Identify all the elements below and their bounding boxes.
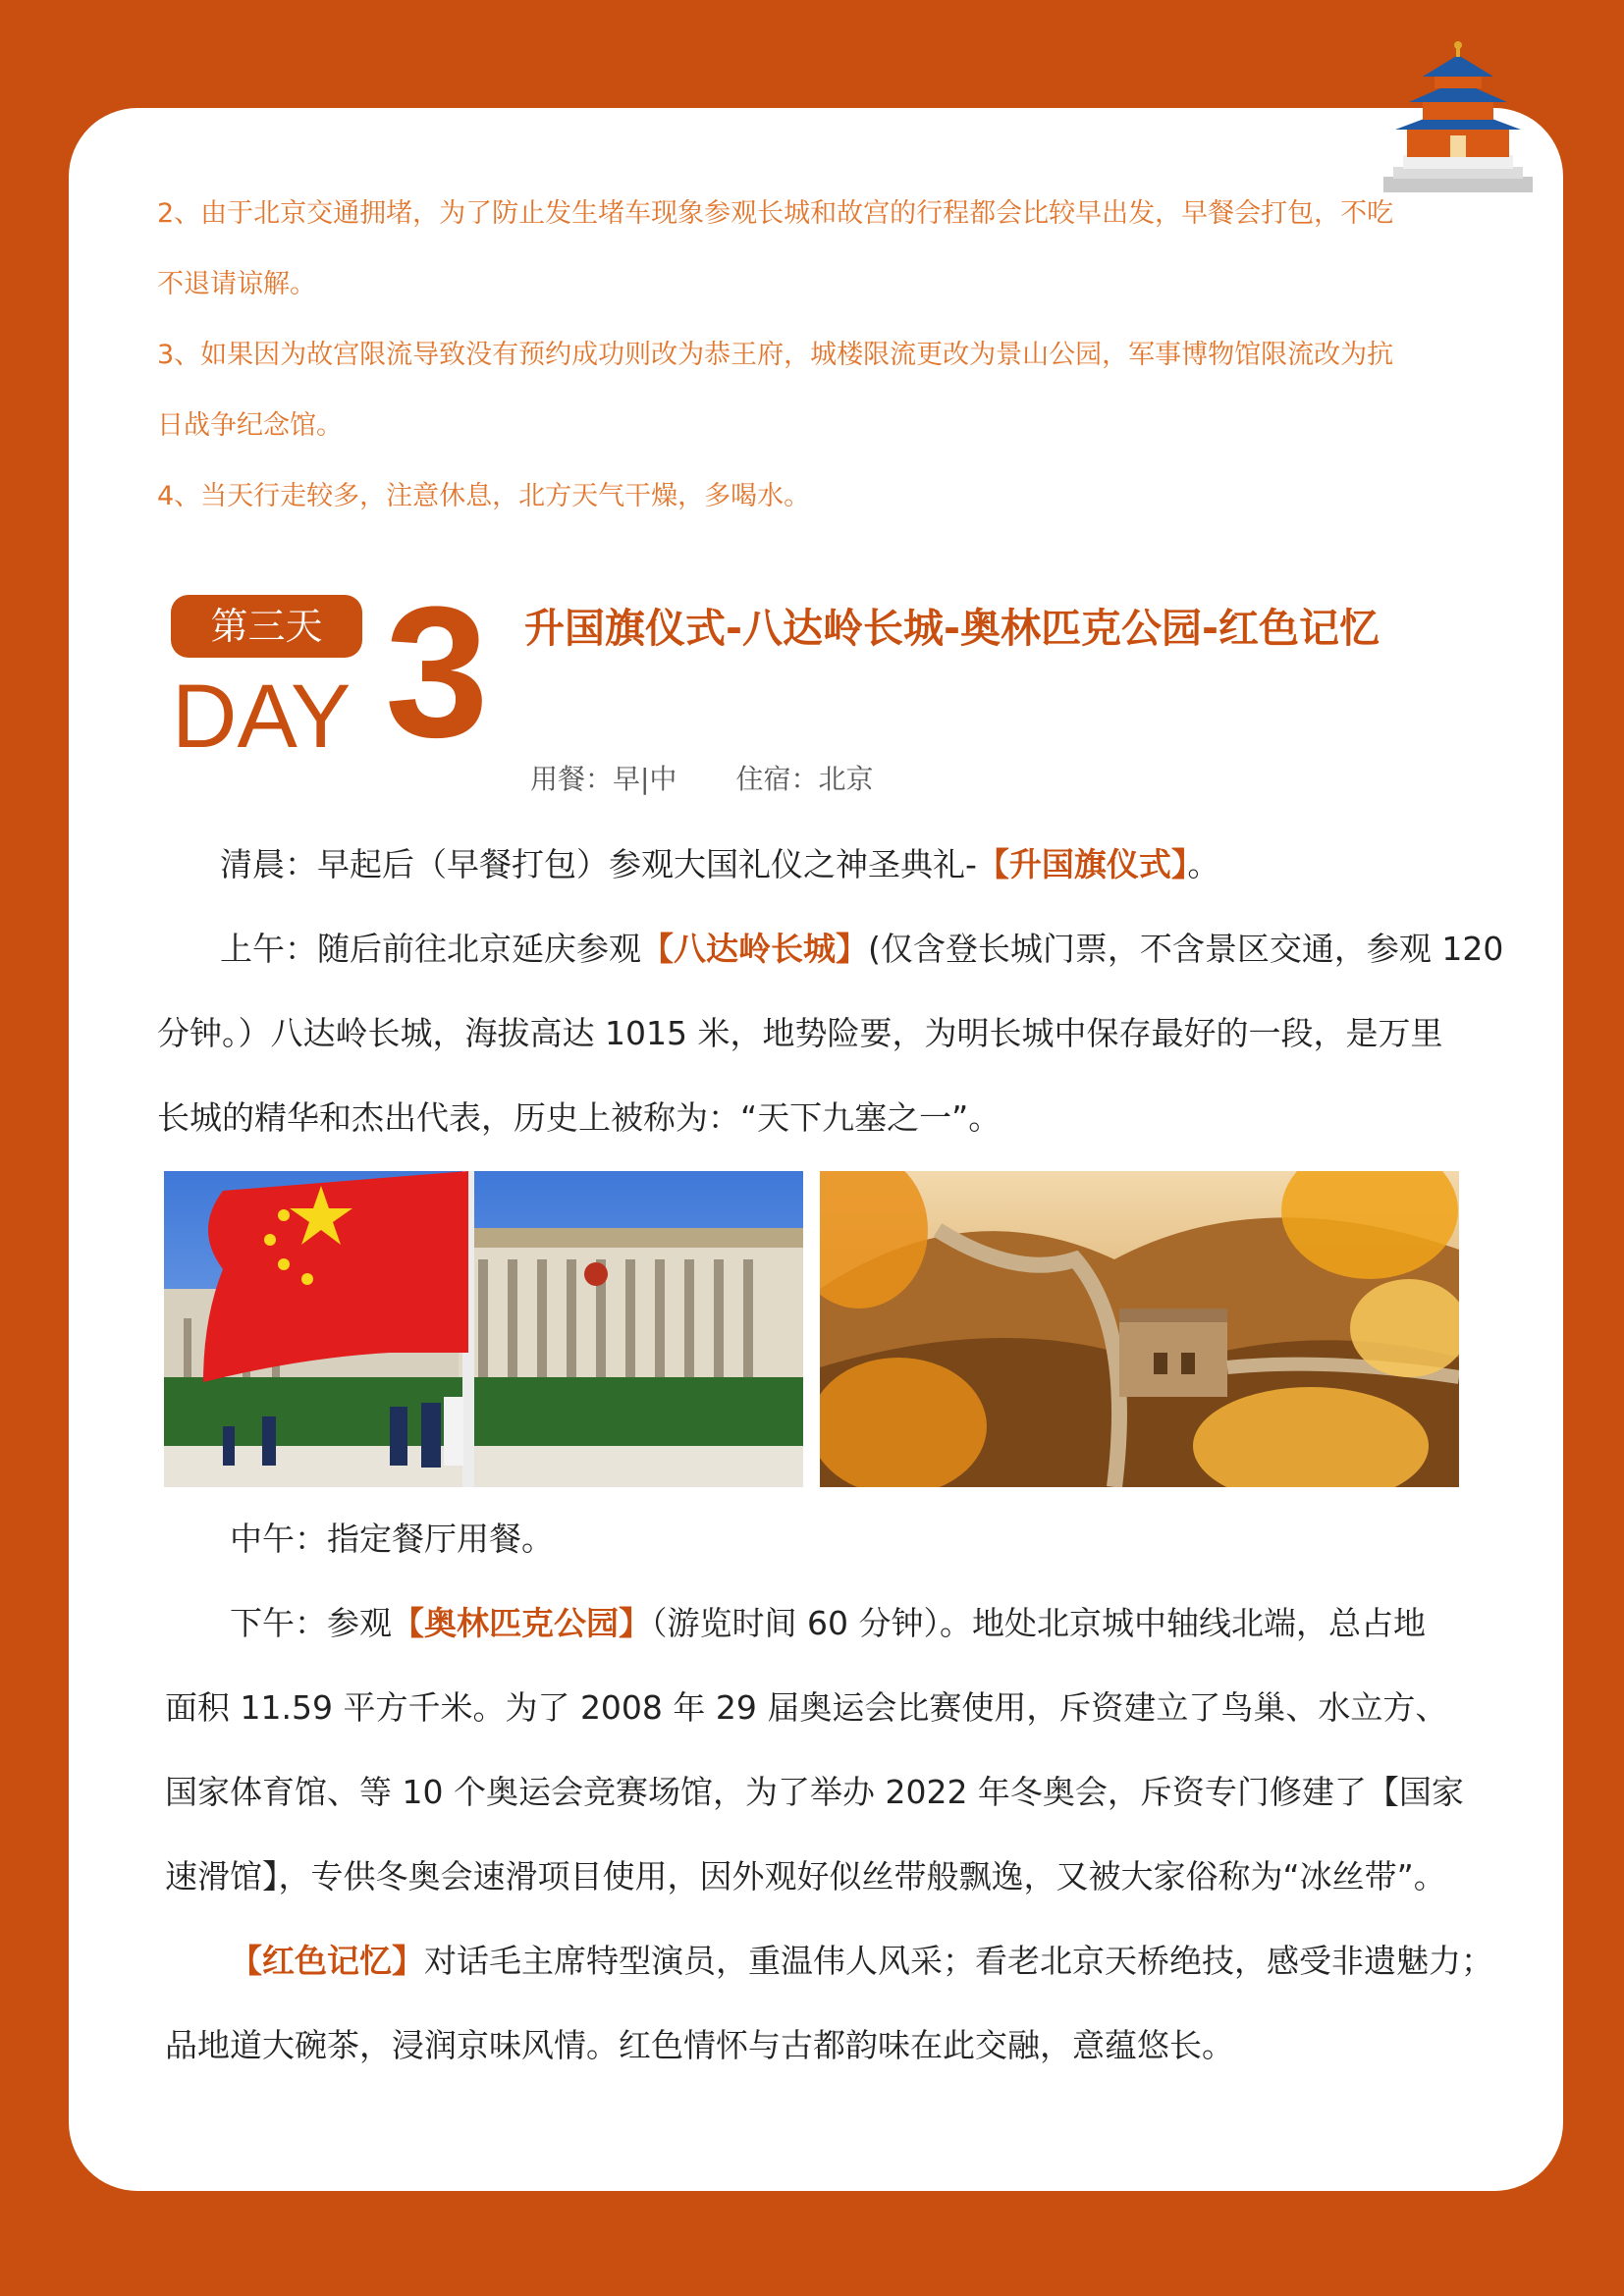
- highlight-olympic-park: 【奥林匹克公园】: [392, 1604, 651, 1642]
- paragraph-afternoon: [165, 1581, 1500, 1919]
- meals-info: 用餐：早|中: [530, 763, 677, 795]
- text: 下午：参观: [230, 1604, 392, 1642]
- great-wall-photo: [820, 1171, 1459, 1487]
- flag-ceremony-photo: [164, 1171, 803, 1487]
- text-line: 分钟。）八达岭长城，海拔高达 1015 米，地势险要，为明长城中保存最好的一段，是万里: [157, 1014, 1443, 1052]
- text-line: 长城的精华和杰出代表，历史上被称为：“天下九塞之一”。: [157, 1098, 1001, 1137]
- day-badge: 第三天: [171, 595, 362, 658]
- text-line: 面积 11.59 平方千米。为了 2008 年 29 届奥运会比赛使用，斥资建立了鸟巢、水立方、: [165, 1688, 1448, 1727]
- paragraph-red-memory: [165, 1919, 1500, 2088]
- note-line: 4、当天行走较多，注意休息，北方天气干燥，多喝水。: [157, 481, 811, 511]
- temple-of-heaven-icon: [1380, 39, 1537, 196]
- text: 。: [1187, 845, 1220, 883]
- highlight-flag-ceremony: 【升国旗仪式】: [976, 845, 1188, 883]
- text: 上午：随后前往北京延庆参观: [220, 930, 641, 968]
- day-number: 3: [385, 568, 489, 776]
- text-line: 国家体育馆、等 10 个奥运会竞赛场馆，为了举办 2022 年冬奥会，斥资专门修建了【国家: [165, 1773, 1464, 1811]
- meal-lodging-info: [530, 762, 873, 797]
- travel-notes: [157, 196, 1463, 550]
- text-line: 速滑馆】，专供冬奥会速滑项目使用，因外观好似丝带般飘逸，又被大家俗称为“冰丝带”。: [165, 1857, 1446, 1896]
- note-line: 日战争纪念馆。: [157, 410, 343, 441]
- paragraph-noon: 中午：指定餐厅用餐。: [230, 1520, 554, 1558]
- paragraph-early-morning: [220, 823, 1555, 907]
- day-word: DAY: [172, 667, 352, 767]
- lodging-info: 住宿：北京: [735, 763, 874, 795]
- note-line: 不退请谅解。: [157, 269, 316, 299]
- note-line: 3、如果因为故宫限流导致没有预约成功则改为恭王府，城楼限流更改为景山公园，军事博物馆限流改为抗: [157, 340, 1394, 370]
- highlight-great-wall: 【八达岭长城】: [641, 930, 868, 968]
- text: 清晨：早起后（早餐打包）参观大国礼仪之神圣典礼-: [220, 845, 977, 883]
- text-line: 品地道大碗茶，浸润京味风情。红色情怀与古都韵味在此交融，意蕴悠长。: [165, 2026, 1234, 2064]
- paragraph-morning: [157, 907, 1504, 1160]
- note-line: 2、由于北京交通拥堵，为了防止发生堵车现象参观长城和故宫的行程都会比较早出发，早餐会打包，不吃: [157, 198, 1394, 229]
- text: 对话毛主席特型演员，重温伟人风采；看老北京天桥绝技，感受非遗魅力；: [424, 1942, 1493, 1980]
- text: (仅含登长城门票，不含景区交通，参观 120: [868, 930, 1504, 968]
- text: （游览时间 60 分钟）。地处北京城中轴线北端，总占地: [651, 1604, 1426, 1642]
- route-title: 升国旗仪式-八达岭长城-奥林匹克公园-红色记忆: [524, 605, 1380, 652]
- highlight-red-memory: 【红色记忆】: [230, 1942, 424, 1980]
